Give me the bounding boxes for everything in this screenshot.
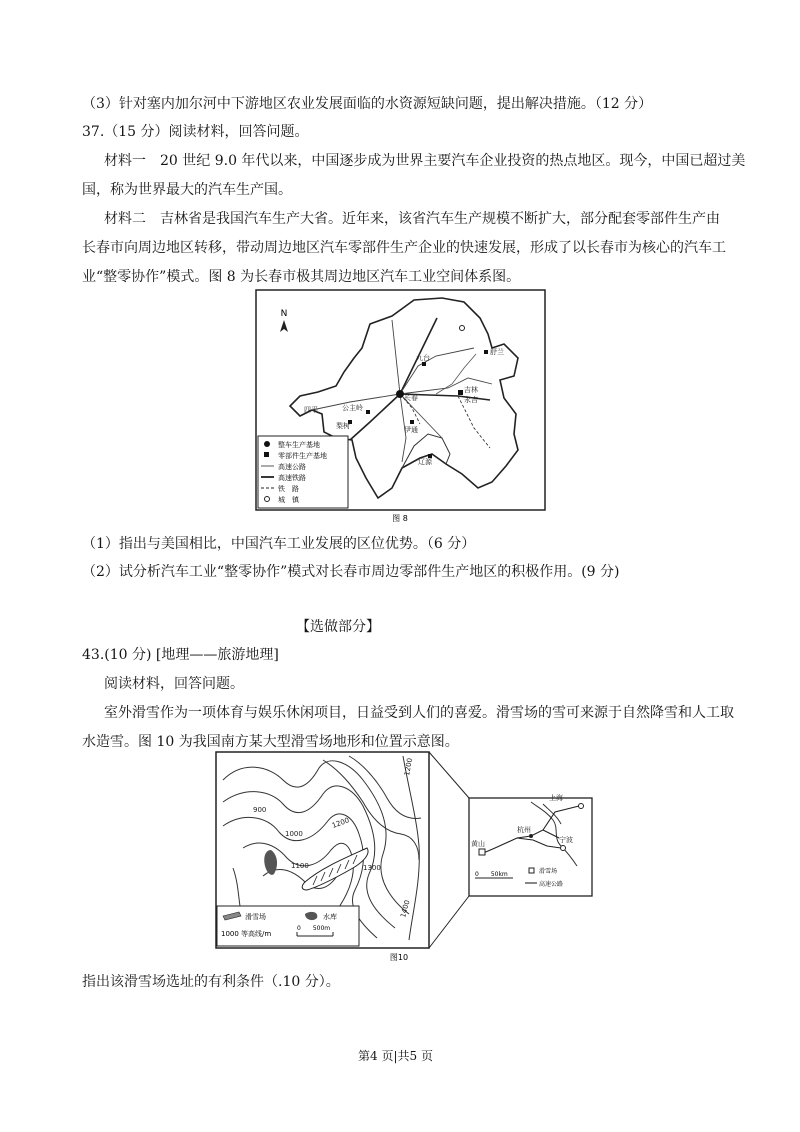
gongzhuling-marker — [366, 410, 370, 414]
place-siping: 四平 — [304, 406, 318, 414]
location-inset-frame — [469, 798, 592, 896]
page-footer: 第4 页|共5 页 — [358, 1049, 433, 1063]
yitong-marker — [410, 420, 414, 424]
connector-top — [429, 752, 469, 798]
legend-hsrail: 高速铁路 — [278, 474, 306, 482]
material2-line3: 业“整零协作”模式。图 8 为长春市极其周边地区汽车工业空间体系图。 — [82, 269, 521, 285]
q37-header: 37.（15 分）阅读材料，回答问题。 — [82, 124, 309, 140]
legend-complete: 整车生产基地 — [278, 441, 320, 449]
q36-part3: （3）针对塞内加尔河中下游地区农业发展面临的水资源短缺问题，提出解决措施。（12 分） — [82, 96, 653, 112]
inset-legend-ski-icon — [529, 868, 534, 873]
q43-header: 43.(10 分) [地理——旅游地理] — [82, 647, 279, 663]
inset-scale: 0 50km — [475, 871, 508, 878]
q43-para-line2: 水造雪。图 10 为我国南方某大型滑雪场地形和位置示意图。 — [82, 734, 459, 750]
contour-label-7: 1400 — [399, 899, 412, 919]
place-changchun: 长春 — [404, 394, 418, 402]
elective-title: 【选做部分】 — [296, 619, 380, 635]
legend-parts-icon — [264, 452, 269, 457]
material1-line1: 材料一 20 世纪 9.0 年代以来，中国逐步成为世界主要汽车企业投资的热点地区。现今，中国已超过美 — [104, 153, 746, 169]
contour-label-3: 1000 — [285, 830, 303, 838]
material2-line2: 长春市向周边地区转移，带动周边地区汽车零部件生产企业的快速发展，形成了以长春市为核心的汽车工 — [82, 240, 726, 256]
legend-railway: 铁 路 — [278, 485, 299, 493]
q43-question: 指出该滑雪场选址的有利条件（.10 分）。 — [82, 974, 340, 990]
connector-bottom — [429, 896, 469, 948]
legend-reservoir: 水库 — [323, 913, 337, 921]
contour-label-5: 1200 — [330, 816, 351, 830]
contour-label-6: 1300 — [363, 864, 381, 872]
contour-label-4: 1100 — [291, 862, 309, 870]
place-lishu: 梨树 — [336, 422, 350, 430]
contour-label-1: 1200 — [403, 757, 415, 777]
place-gongzhuling: 公主岭 — [342, 404, 363, 412]
shulan-marker — [484, 350, 488, 354]
inset-shanghai: 上海 — [549, 794, 563, 802]
q43-read: 阅读材料，回答问题。 — [104, 676, 244, 692]
inset-ningbo-marker — [561, 846, 566, 851]
place-shulan: 舒兰 — [490, 348, 504, 356]
figure-10-map — [213, 750, 610, 964]
inset-hangzhou-marker — [529, 834, 533, 838]
fig10-caption: 图10 — [389, 953, 409, 962]
figure-10-svg — [213, 750, 610, 964]
inset-huangshan: 黄山 — [471, 840, 485, 848]
inset-hangzhou: 杭州 — [517, 826, 531, 834]
place-jiutai: 九台 — [416, 354, 430, 362]
scale-label: 0 500m — [297, 925, 331, 932]
place-yongji: 永吉 — [464, 396, 478, 404]
changchun-marker — [396, 390, 404, 398]
legend-ski: 滑雪场 — [245, 913, 266, 921]
material2-line1: 材料二 吉林省是我国汽车生产大省。近年来，该省汽车生产规模不断扩大，部分配套零部件生产由 — [104, 211, 720, 227]
jiutai-marker — [422, 362, 426, 366]
inset-legend-ski: 滑雪场 — [539, 868, 558, 875]
legend-contour: 1000 等高线/m — [221, 930, 272, 938]
north-label: N — [280, 309, 288, 319]
material1-line2: 国，称为世界最大的汽车生产国。 — [82, 182, 292, 198]
inset-legend-road: 高速公路 — [539, 881, 564, 888]
inset-ski-marker — [479, 849, 485, 855]
place-liaoyuan: 辽源 — [418, 458, 432, 466]
q37-question-2: （2）试分析汽车工业“整零协作”模式对长春市周边零部件生产地区的积极作用。(9 分) — [82, 564, 620, 580]
contour-label-2: 900 — [253, 806, 267, 814]
fig8-caption: 图 8 — [392, 514, 408, 523]
town-marker — [460, 326, 465, 331]
place-jilin: 吉林 — [464, 386, 478, 394]
place-yitong: 伊通 — [404, 426, 418, 434]
figure-8-svg — [252, 288, 548, 528]
legend-parts: 零部件生产基地 — [278, 452, 327, 460]
jilin-marker — [458, 390, 463, 395]
legend-city-icon — [265, 497, 270, 502]
inset-ningbo: 宁波 — [559, 836, 573, 844]
legend-complete-icon — [264, 441, 270, 447]
figure-8-map — [252, 288, 548, 528]
legend-expressway: 高速公路 — [278, 463, 306, 471]
q37-question-1: （1）指出与美国相比，中国汽车工业发展的区位优势。（6 分） — [82, 536, 476, 552]
q43-para-line1: 室外滑雪作为一项体育与娱乐休闲项目，日益受到人们的喜爱。滑雪场的雪可来源于自然降雪和人工取 — [104, 705, 734, 721]
inset-shanghai-marker — [579, 804, 584, 809]
legend-city: 城 镇 — [278, 496, 299, 504]
